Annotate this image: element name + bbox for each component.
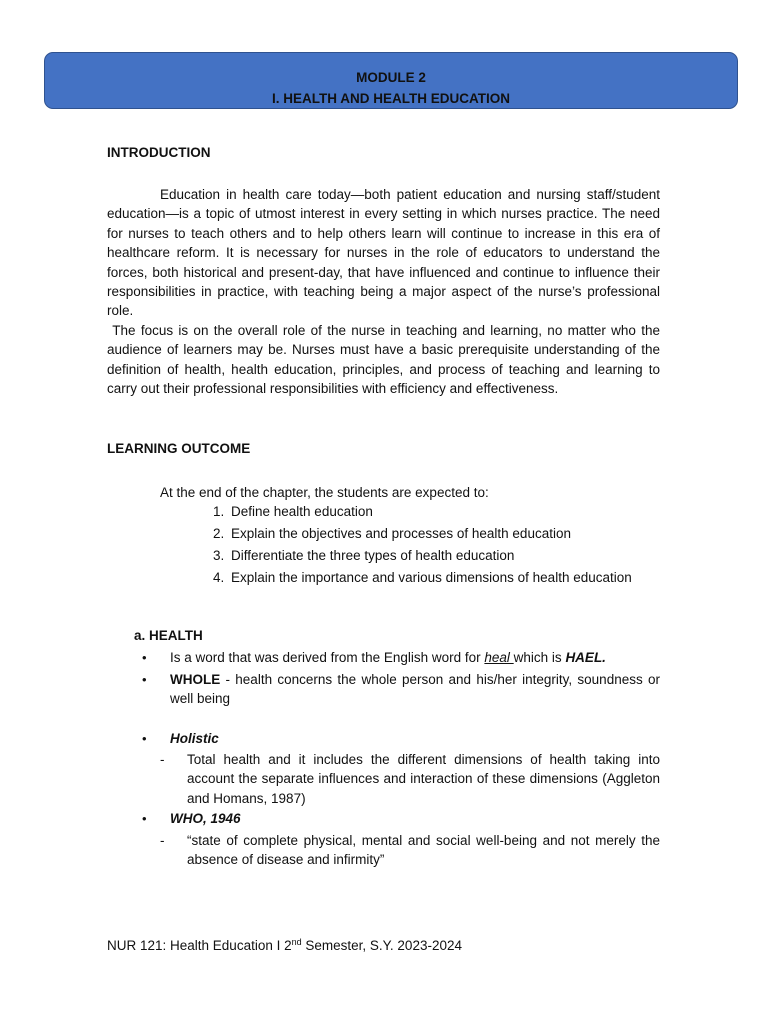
hael-word: HAEL. (565, 650, 606, 665)
page-footer: NUR 121: Health Education I 2nd Semester, S.Y. 2023-2024 (107, 937, 462, 953)
health-heading: a. HEALTH (134, 628, 203, 643)
health-bullet-whole: WHOLE - health concerns the whole person and his/her integrity, soundness or well being (170, 672, 660, 707)
list-item: 4. Explain the importance and various dimensions of health education (213, 569, 632, 585)
bullet-icon: • (142, 811, 147, 826)
learning-outcome-lead: At the end of the chapter, the students are expected to: (160, 485, 489, 500)
who-term: WHO, 1946 (170, 811, 241, 826)
module-subtitle: I. HEALTH AND HEALTH EDUCATION (272, 91, 510, 106)
list-item: 2. Explain the objectives and processes of health education (213, 525, 571, 541)
learning-outcome-list (213, 502, 660, 590)
module-title: MODULE 2 (356, 70, 426, 85)
list-item: 1. Define health education (213, 504, 373, 519)
bullet-icon: • (142, 650, 147, 665)
holistic-definition: Total health and it includes the different dimensions of health taking into account the separate influences and interaction of these dimensions (Aggleton and Homans, 1987) (187, 752, 660, 806)
module-banner (44, 52, 738, 109)
whole-term: WHOLE (170, 672, 221, 687)
list-item: 3. Differentiate the three types of health education (213, 547, 515, 563)
learning-outcome-heading: LEARNING OUTCOME (107, 441, 251, 456)
dash-icon: - (160, 752, 165, 767)
dash-icon: - (160, 833, 165, 848)
holistic-term: Holistic (170, 731, 219, 746)
bullet-icon: • (142, 672, 147, 687)
heal-word: heal (484, 650, 514, 665)
health-bullet-who (170, 809, 660, 828)
bullet-icon: • (142, 731, 147, 746)
health-bullet-heal: Is a word that was derived from the English word for heal which is HAEL. (170, 650, 606, 665)
introduction-paragraph-1: Education in health care today—both patient education and nursing staff/student education—is a topic of utmost interest in every setting in which nurses practice. The need for nurses to teach others and to help others learn will continue to increase in this era of healthcare reform. It is necessary for nurses in the role of educators to understand the forces, both historical and present-day, that have influenced and continue to influence their responsibilities in practice, with teaching being a major aspect of the nurse’s professional role. (107, 187, 660, 319)
who-definition: “state of complete physical, mental and social well-being and not merely the absence of disease and infirmity” (187, 833, 660, 868)
introduction-paragraph-2: The focus is on the overall role of the nurse in teaching and learning, no matter who the audience of learners may be. Nurses must have a basic prerequisite understanding of the definition of health, health education, principles, and process of teaching and learning to carry out their professional responsibilities with efficiency and effectiveness. (107, 323, 664, 397)
introduction-heading: INTRODUCTION (107, 145, 211, 160)
health-bullet-holistic (170, 729, 660, 748)
